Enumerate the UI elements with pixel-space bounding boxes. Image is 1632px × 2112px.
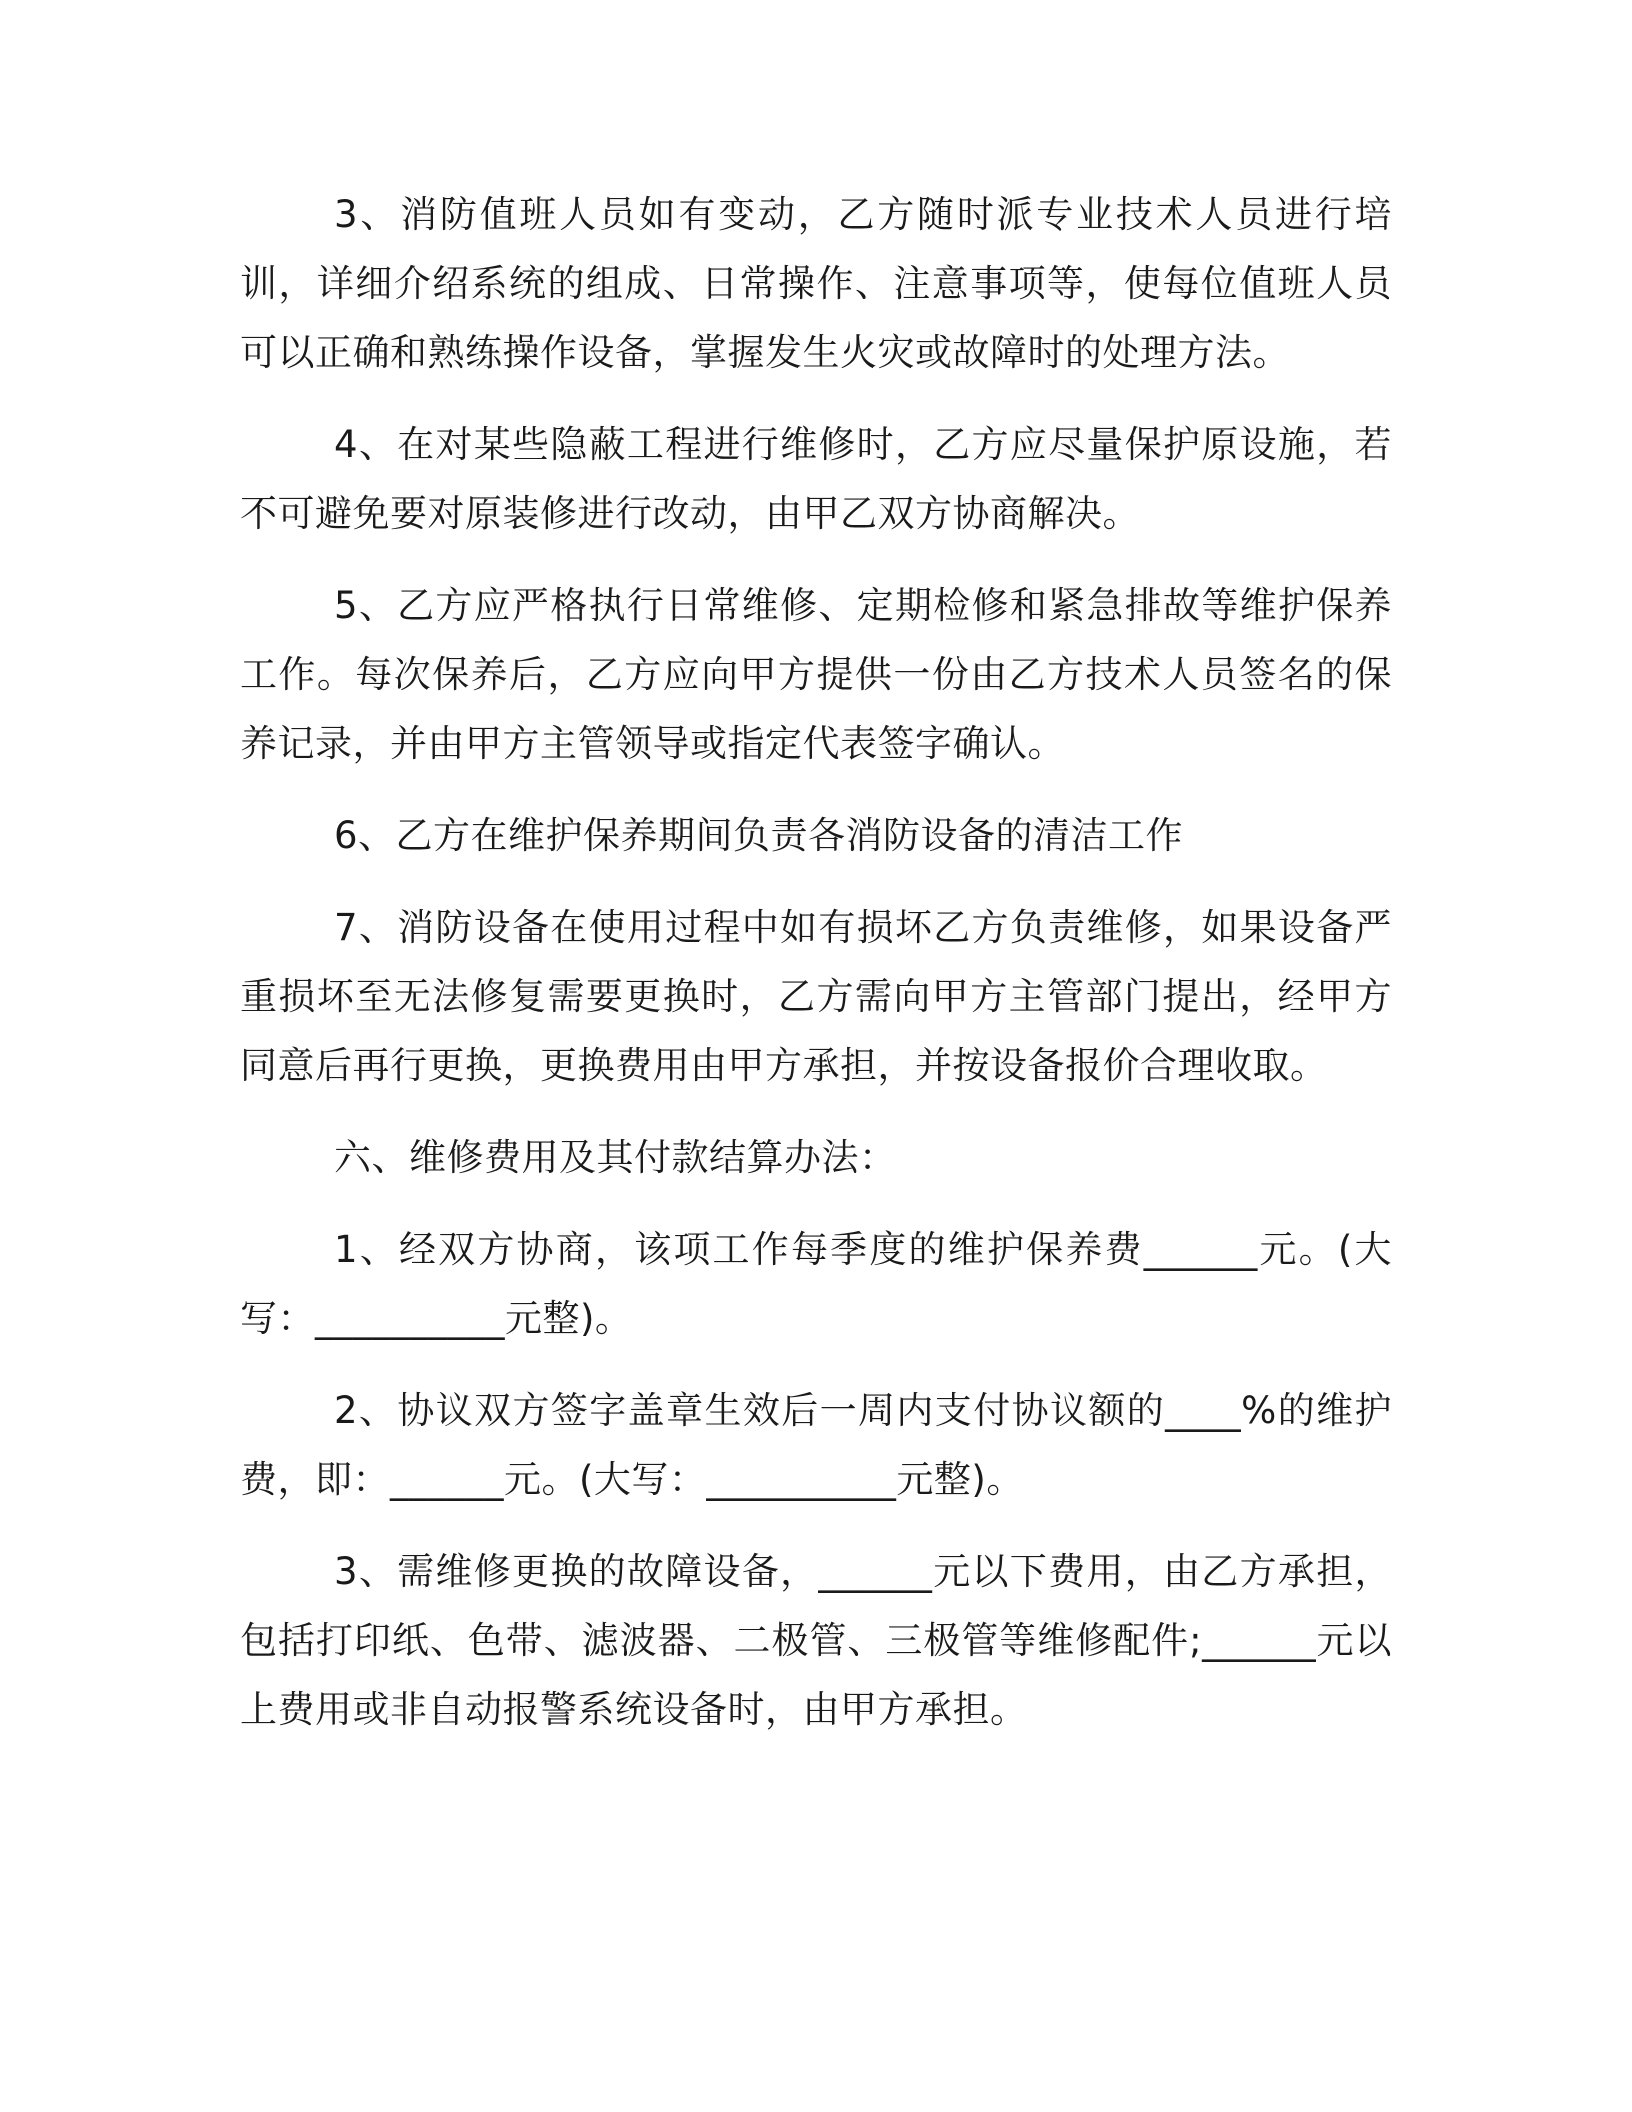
section-heading-six: 六、维修费用及其付款结算办法： xyxy=(334,1136,897,1179)
fee-item-3: 3、需维修更换的故障设备，______元以下费用，由乙方承担，包括打印纸、色带、滤波器、二极管、三极管等维修配件;______元以上费用或非自动报警系统设备时，由甲方承担。 xyxy=(240,1550,1392,1731)
paragraph-item-7: 7、消防设备在使用过程中如有损坏乙方负责维修，如果设备严重损坏至无法修复需要更换时，乙方需向甲方主管部门提出，经甲方同意后再行更换，更换费用由甲方承担，并按设备报价合理收取。 xyxy=(240,906,1392,1087)
paragraph-item-5: 5、乙方应严格执行日常维修、定期检修和紧急排故等维护保养工作。每次保养后，乙方应向甲方提供一份由乙方技术人员签名的保养记录，并由甲方主管领导或指定代表签字确认。 xyxy=(240,584,1392,765)
paragraph-item-3: 3、消防值班人员如有变动，乙方随时派专业技术人员进行培训，详细介绍系统的组成、日常操作、注意事项等，使每位值班人员可以正确和熟练操作设备，掌握发生火灾或故障时的处理方法。 xyxy=(240,193,1392,374)
fee-item-1: 1、经双方协商，该项工作每季度的维护保养费______元。(大写：__________元整)。 xyxy=(240,1228,1392,1340)
document-body xyxy=(240,180,1392,1767)
paragraph-item-6: 6、乙方在维护保养期间负责各消防设备的清洁工作 xyxy=(334,814,1184,857)
fee-item-2: 2、协议双方签字盖章生效后一周内支付协议额的____%的维护费，即：______元。(大写：__________元整)。 xyxy=(240,1389,1392,1501)
paragraph-item-4: 4、在对某些隐蔽工程进行维修时，乙方应尽量保护原设施，若不可避免要对原装修进行改动，由甲乙双方协商解决。 xyxy=(240,423,1392,535)
